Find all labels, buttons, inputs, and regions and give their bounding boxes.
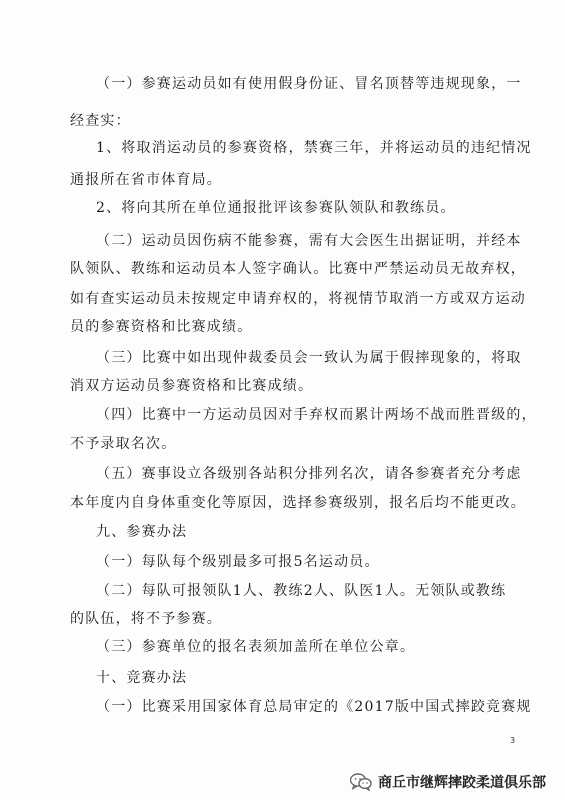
- text-line: 经查实：: [70, 113, 131, 129]
- text-line: （三）参赛单位的报名表须加盖所在单位公章。: [96, 639, 416, 655]
- text-line: （三）比赛中如出现仲裁委员会一致认为属于假摔现象的，将取: [96, 350, 522, 366]
- wechat-icon: [350, 773, 372, 791]
- text-line: 本年度内自身体重变化等原因，选择参赛级别，报名后均不能更改。: [70, 495, 526, 511]
- text-line: 不予录取名次。: [70, 436, 177, 452]
- text-line: 员的参赛资格和比赛成绩。: [70, 319, 253, 335]
- text-line: （二）运动员因伤病不能参赛，需有大会医生出据证明，并经本: [96, 233, 522, 249]
- text-line: （二）每队可报领队1人、教练2人、队医1人。无领队或教练: [96, 583, 507, 599]
- page-number: 3: [510, 736, 516, 745]
- text-line: 的队伍，将不予参赛。: [70, 611, 222, 627]
- text-line: （一）比赛采用国家体育总局审定的《2017版中国式摔跤竞赛规: [96, 699, 532, 715]
- text-line: （五）赛事设立各级别各站积分排列名次，请各参赛者充分考虑: [96, 466, 522, 482]
- section-heading: 十、竞赛办法: [96, 670, 188, 686]
- watermark-label: 商丘市继辉摔跤柔道俱乐部: [378, 775, 546, 791]
- text-line: 2、将向其所在单位通报批评该参赛队领队和教练员。: [96, 200, 456, 216]
- text-line: 队领队、教练和运动员本人签字确认。比赛中严禁运动员无故弃权，: [70, 261, 526, 277]
- section-heading: 九、参赛办法: [96, 524, 188, 540]
- text-line: （四）比赛中一方运动员因对手弃权而累计两场不战而胜晋级的，: [96, 407, 537, 423]
- text-line: （一）每队每个级别最多可报5名运动员。: [96, 554, 380, 570]
- text-line: 如有查实运动员未按规定申请弃权的，将视情节取消一方或双方运动: [70, 291, 526, 307]
- text-line: （一）参赛运动员如有使用假身份证、冒名顶替等违规现象，一: [96, 76, 522, 92]
- text-line: 消双方运动员参赛资格和比赛成绩。: [70, 378, 314, 394]
- wechat-watermark: [350, 770, 546, 794]
- text-line: 通报所在省市体育局。: [70, 172, 222, 188]
- text-line: 1、将取消运动员的参赛资格，禁赛三年，并将运动员的违纪情况: [96, 140, 532, 156]
